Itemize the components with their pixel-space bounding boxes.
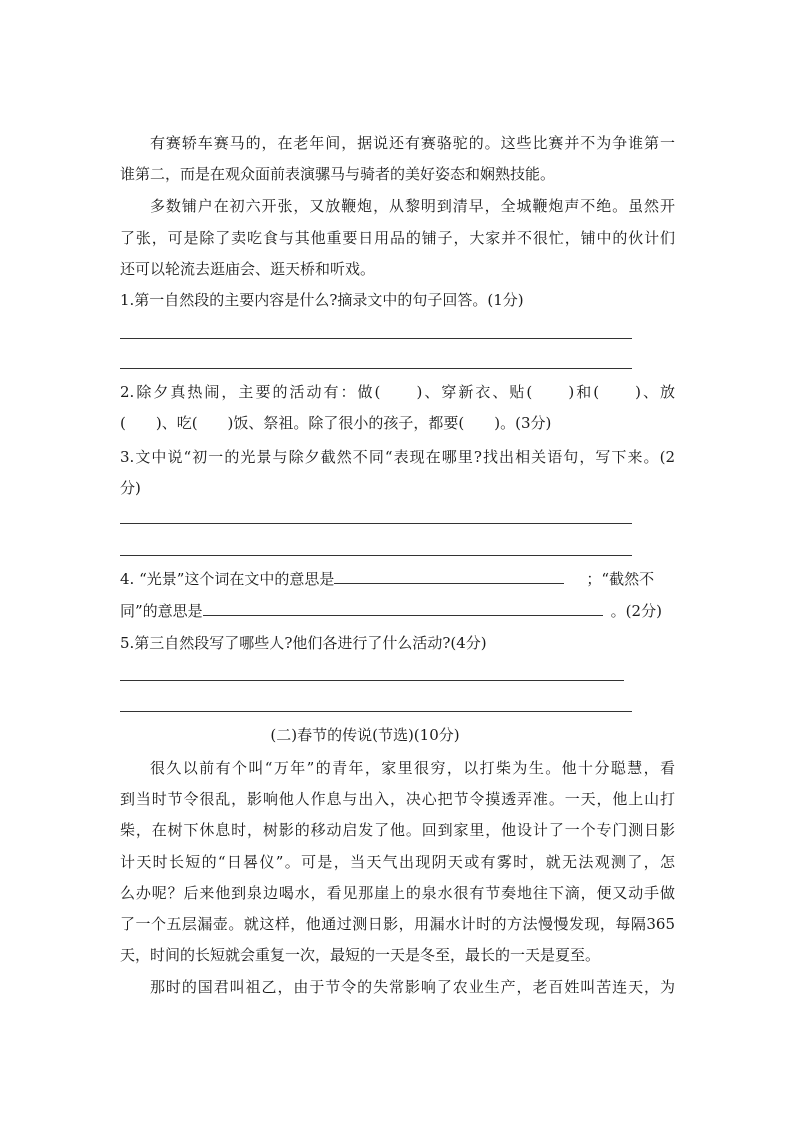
answer-line-q3-1[interactable]: [120, 523, 632, 524]
question-1: 1.第一自然段的主要内容是什么?摘录文中的句子回答。(1分): [120, 291, 524, 309]
question-2-line1: 2.除夕真热闹，主要的活动有：做( )、穿新衣、贴( )和( )、放: [120, 383, 675, 401]
question-4-text: ；“截然不: [586, 570, 655, 588]
answer-line-q5-1[interactable]: [120, 680, 624, 681]
answer-blank-q4-1[interactable]: [334, 569, 564, 584]
answer-line-q5-2[interactable]: [120, 711, 632, 712]
passage-line: 有赛轿车赛马的，在老年间，据说还有赛骆驼的。这些比赛并不为争谁第一: [150, 134, 675, 152]
passage-line: 谁第二，而是在观众面前表演骡马与骑者的美好姿态和娴熟技能。: [120, 165, 556, 183]
passage-line: 那时的国君叫祖乙，由于节令的失常影响了农业生产，老百姓叫苦连天，为: [150, 978, 675, 996]
passage-line: 天，时间的长短就会重复一次，最短的一天是冬至，最长的一天是夏至。: [120, 946, 601, 964]
answer-line-q1-1[interactable]: [120, 338, 632, 339]
passage-line: 计天时长短的“日晷仪”。可是，当天气出现阴天或有雾时，就无法观测了，怎: [120, 853, 675, 871]
answer-line-q1-2[interactable]: [120, 368, 632, 369]
question-4-line1: [120, 569, 675, 589]
answer-blank-q4-2[interactable]: [203, 601, 603, 616]
question-3-line2: 分): [120, 479, 141, 497]
passage-line: 还可以轮流去逛庙会、逛天桥和听戏。: [120, 260, 376, 278]
passage-line: 了一个五层漏壶。就这样，他通过测日影，用漏水计时的方法慢慢发现，每隔365: [120, 915, 675, 933]
passage-line: 到当时节令很乱，影响他人作息与出入，决心把节令摸透弄准。一天，他上山打: [120, 790, 675, 808]
question-4-text: 同”的意思是: [120, 602, 203, 620]
passage-line: 么办呢？后来他到泉边喝水，看见那崖上的泉水很有节奏地往下滴，便又动手做: [120, 884, 675, 902]
question-4-text: 。(2分): [610, 602, 662, 620]
question-2-line2: ( )、吃( )饭、祭祖。除了很小的孩子，都要( )。(3分): [120, 414, 552, 432]
passage-line: 柴，在树下休息时，树影的移动启发了他。回到家里，他设计了一个专门测日影: [120, 821, 675, 839]
question-4-line2: [120, 601, 675, 621]
passage-line: 很久以前有个叫“万年”的青年，家里很穷，以打柴为生。他十分聪慧，看: [150, 759, 675, 777]
question-3-line1: 3.文中说“初一的光景与除夕截然不同“表现在哪里?找出相关语句，写下来。(2: [120, 448, 675, 466]
answer-line-q3-2[interactable]: [120, 555, 632, 556]
passage-line: 了张，可是除了卖吃食与其他重要日用品的铺子，大家并不很忙，铺中的伙计们: [120, 229, 675, 247]
section-title: (二)春节的传说(节选)(10分): [270, 726, 460, 744]
passage-line: 多数铺户在初六开张，又放鞭炮，从黎明到清早，全城鞭炮声不绝。虽然开: [150, 197, 675, 215]
question-4-text: 4. “光景”这个词在文中的意思是: [120, 570, 335, 588]
question-5: 5.第三自然段写了哪些人?他们各进行了什么活动?(4分): [120, 634, 487, 652]
